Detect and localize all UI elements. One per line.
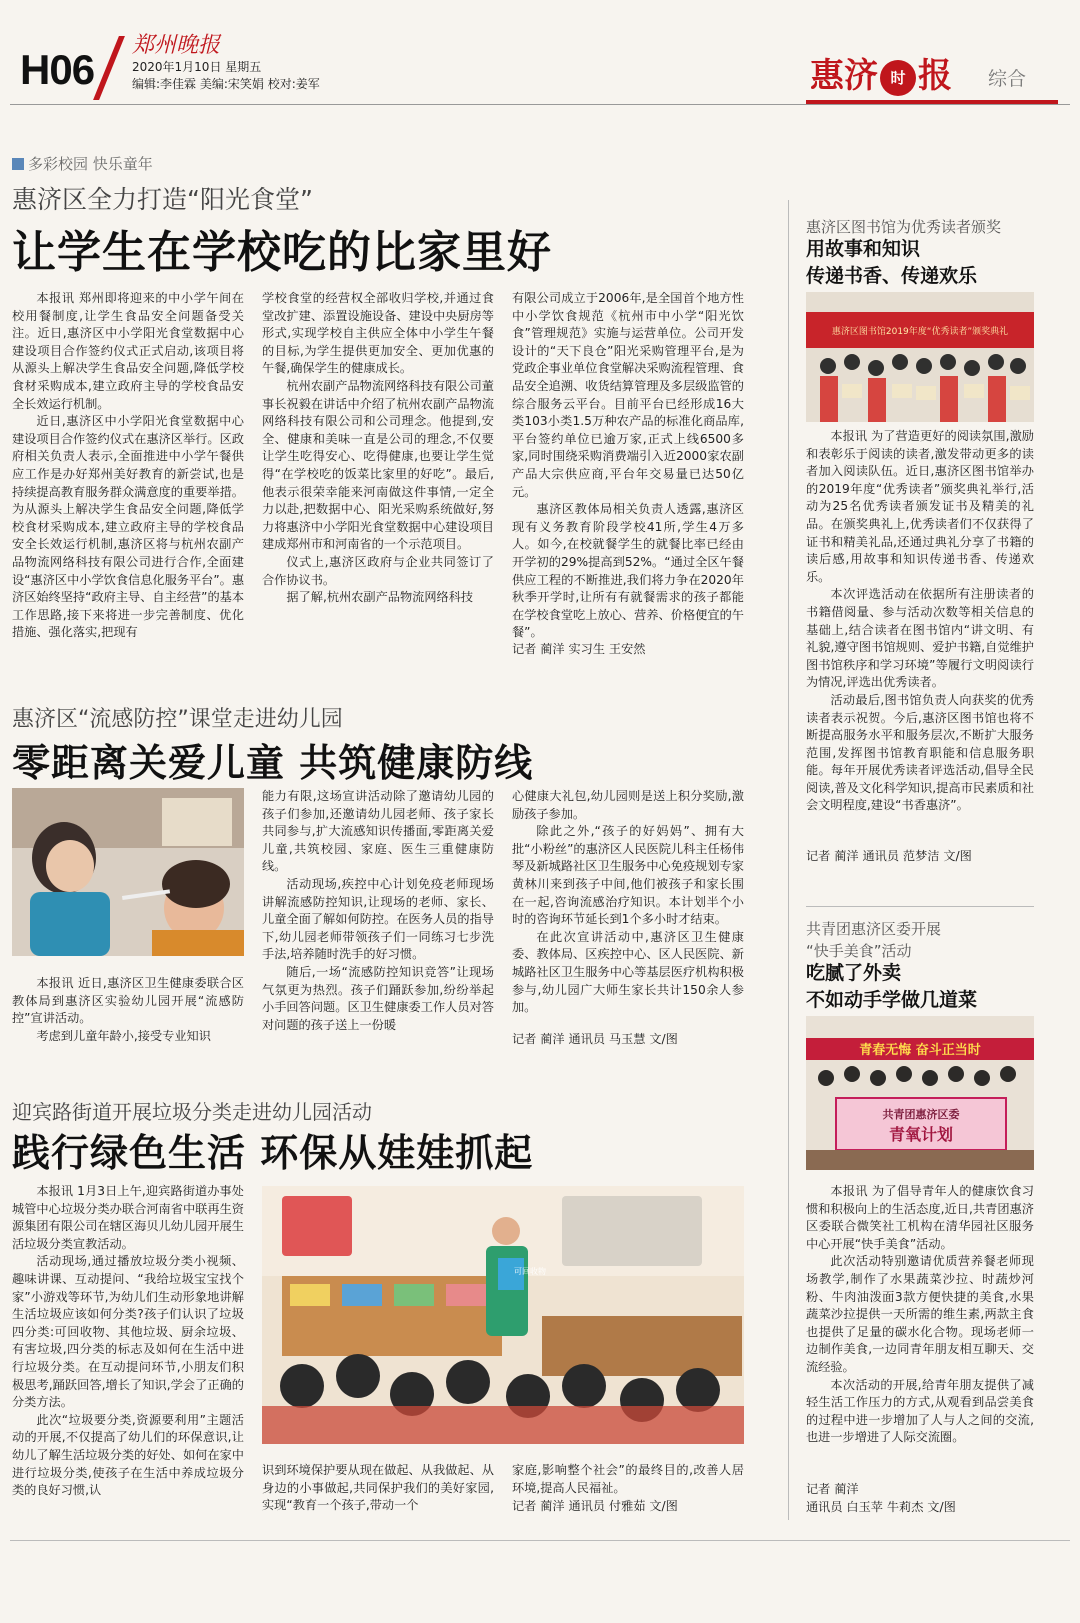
article3-para: 本报讯 1月3日上午,迎宾路街道办事处城管中心垃圾分类办联合河南省中联再生资源集团有限公司在辖区海贝儿幼儿园开展生活垃圾分类宣教活动。 [12, 1184, 244, 1251]
article2-para: 随后,一场“流感防控知识竞答”让现场气氛更为热烈。孩子们踊跃参加,纷纷举起小手回答问题。区卫生健康委工作人员对答对问题的孩子送上一份暖 [262, 964, 494, 1032]
side2-para: 本报讯 为了倡导青年人的健康饮食习惯和积极向上的生活态度,近日,共青团惠济区委联合微笑社工机构在清华园社区服务中心开展“快手美食”活动。 [806, 1184, 1034, 1251]
side1-kicker: 惠济区图书馆为优秀读者颁奖 [806, 218, 1002, 236]
article3-kicker: 迎宾路街道开展垃圾分类走进幼儿园活动 [12, 1100, 372, 1124]
side1-title-line: 用故事和知识 [806, 238, 921, 260]
header-slash [93, 36, 125, 100]
article1-kicker: 惠济区全力打造“阳光食堂” [12, 185, 313, 214]
article2-para: 除此之外,“孩子的好妈妈”、拥有大批“小粉丝”的惠济区人民医院儿科主任杨伟琴及新城路社区卫生服务中心免疫规划专家黄林川来到孩子中间,他们被孩子和家长围在一起,咨询流感治疗知识。本计划半个小时的咨询环节延长到1个多小时才结束。 [512, 824, 744, 927]
article2-para: 活动现场,疾控中心计划免疫老师现场讲解流感防控知识,让现场的老师、家长、儿童全面了解如何防控。在医务人员的指导下,幼儿园老师带领孩子们一同练习七步洗手法,培养随时洗手的好习惯。 [262, 876, 494, 962]
article1-col1 [12, 290, 244, 660]
side1-body [806, 428, 1034, 844]
brand-left: 惠济 [810, 56, 878, 96]
article3-para: 活动现场,通过播放垃圾分类小视频、趣味讲课、互动提问、“我给垃圾宝宝找个家”小游戏等环节,为幼儿们生动形象地讲解生活垃圾应该如何分类?孩子们认识了垃圾四分类:可回收物、其他垃圾、厨余垃圾、有害垃圾,四分类的标志及如何在生活中进行垃圾分类。在互动提问环节,小朋友们积极思考,踊跃回答,增长了知识,学会了正确的分类方法。 [12, 1254, 244, 1410]
side1-para: 活动最后,图书馆负责人向获奖的优秀读者表示祝贺。今后,惠济区图书馆也将不断提高服务水平和服务层次,不断扩大服务范围,发挥图书馆教育职能和信息服务职能。每年开展优秀读者评选活动,倡导全民阅读,普及文化科学知识,提高市民素质和社会文明程度,建设“书香惠济”。 [806, 692, 1034, 813]
classroom-photo [262, 1186, 744, 1444]
article3-para: 识到环境保护要从现在做起、从我做起、从身边的小事做起,共同保护我们的美好家园,实现“教育一个孩子,带动一个 [262, 1463, 494, 1513]
article2-para: 考虑到儿童年龄小,接受专业知识 [36, 1028, 211, 1043]
side2-title-line: 不如动手学做几道菜 [806, 989, 978, 1011]
article2-byline: 记者 蔺洋 通讯员 马玉慧 文/图 [512, 1032, 678, 1046]
side2-title-line: 吃腻了外卖 [806, 962, 902, 984]
header-rule [10, 104, 1070, 105]
article3-para: 此次“垃圾要分类,资源要利用”主题活动的开展,不仅提高了幼儿们的环保意识,让幼儿了解生活垃圾分类的好处、如何在家中进行垃圾分类,使孩子在生活中养成垃圾分类的良好习惯,认 [12, 1412, 244, 1498]
side1-para: 本次评选活动在依据所有注册读者的书籍借阅量、参与活动次数等相关信息的基础上,结合读者在图书馆内“讲文明、有礼貌,遵守图书馆规则、爱护书籍,自觉维护图书馆秩序和学习环境”等履行文明阅读行为情况,评选出优秀读者。 [806, 587, 1034, 690]
article1-col3 [512, 290, 744, 638]
footer-rule [10, 1540, 1070, 1541]
article2-col1 [12, 975, 244, 1047]
side2-byline-line: 记者 蔺洋 [806, 1482, 859, 1496]
column-tag-label: 多彩校园 快乐童年 [28, 155, 153, 173]
article3-col2 [262, 1462, 494, 1518]
article2-para: 本报讯 近日,惠济区卫生健康委联合区教体局到惠济区实验幼儿园开展“流感防控”宣讲活动。 [12, 976, 244, 1026]
column-rule [788, 200, 789, 1520]
side2-para: 本次活动的开展,给青年朋友提供了减轻生活工作压力的方式,从观看到品尝美食的过程中进一步增加了人与人之间的交流,也进一步增进了人际交流圈。 [806, 1377, 1034, 1445]
award-banner-text: 惠济区图书馆2019年度“优秀读者”颁奖典礼 [831, 327, 1009, 337]
award-photo [806, 292, 1034, 422]
photo-banner-line1: 共青团惠济区委 [882, 1108, 960, 1121]
brand-right: 报 [918, 56, 952, 96]
side1-title-line: 传递书香、传递欢乐 [806, 265, 978, 287]
article2-para: 在此次宣讲活动中,惠济区卫生健康委、教体局、区疾控中心、区人民医院、新城路社区卫生服务中心等基层医疗机构积极参与,幼儿园广大师生家长共计150余人参加。 [512, 929, 744, 1015]
article1-para: 学校食堂的经营权全部收归学校,并通过食堂改扩建、添置设施设备、建设中央厨房等形式,实现学校自主供应全体中小学生午餐的目标,为学生提供更加安全、更加优惠的午餐,确保学生的健康成长。 [262, 291, 494, 376]
flu-check-photo [12, 788, 244, 956]
photo-banner-top: 青春无悔 奋斗正当时 [859, 1043, 981, 1058]
article2-para: 心健康大礼包,幼儿园则是送上积分奖励,激励孩子参加。 [512, 789, 744, 821]
side2-photo [806, 1016, 1034, 1170]
article1-para: 本报讯 郑州即将迎来的中小学午间在校用餐制度,让学生食品安全问题备受关注。近日,惠济区中小学阳光食堂数据中心建设项目合作签约仪式正式启动,该项目将从源头上解决学生食品安全问题,降低学校食材采购成本,建立政府主导的学校食品安全长效运行机制。 [12, 291, 244, 411]
photo-banner-line2: 青氧计划 [888, 1125, 954, 1144]
article3-byline: 记者 蔺洋 通讯员 付雅茹 文/图 [512, 1499, 678, 1513]
article2-col2 [262, 788, 494, 1048]
side2-title [806, 960, 977, 1014]
cooking-event-photo [806, 1016, 1034, 1170]
side2-body [806, 1183, 1034, 1479]
article3-headline: 践行绿色生活 环保从娃娃抓起 [12, 1131, 534, 1175]
side2-kicker-line: 共青团惠济区委开展 [806, 920, 942, 938]
article3-photo [262, 1186, 744, 1444]
brand-circle: 时 [880, 60, 916, 96]
article1-para: 据了解,杭州农副产品物流网络科技 [286, 590, 474, 605]
side1-para: 本报讯 为了营造更好的阅读氛围,激励和表彰乐于阅读的读者,激发带动更多的读者加入阅读队伍。近日,惠济区图书馆举办的2019年度“优秀读者”颁奖典礼举行,活动为25名优秀读者颁发证书及精美的礼品。在颁奖典礼上,优秀读者们不仅获得了证书和精美礼品,还通过典礼分享了书籍的读后感,用故事和知识传递书香、传递欢乐。 [806, 429, 1034, 584]
article1-para: 仪式上,惠济区政府与企业共同签订了合作协议书。 [262, 554, 494, 587]
side2-para: 此次活动特别邀请优质营养餐老师现场教学,制作了水果蔬菜沙拉、时蔬炒河粉、牛肉油泼面3款方便快捷的美食,水果蔬菜沙拉提供一天所需的维生素,两款主食也提供了足量的碳水化合物。现场老师一边制作美食,一边同青年朋友相互聊天、交流经验。 [806, 1254, 1034, 1374]
article2-col3 [512, 788, 744, 1030]
side1-photo [806, 292, 1034, 422]
article1-col2 [262, 290, 494, 660]
recycle-sign-label: 可回收物 [514, 1267, 546, 1276]
article1-byline: 记者 蔺洋 实习生 王安然 [512, 642, 646, 656]
tag-square-icon [12, 158, 24, 170]
article3-para: 家庭,影响整个社会”的最终目的,改善人居环境,提高人民福祉。 [512, 1463, 744, 1495]
article2-para: 能力有限,这场宣讲活动除了邀请幼儿园的孩子们参加,还邀请幼儿园老师、孩子家长共同参与,扩大流感知识传播面,零距离关爱儿童,共筑校园、家庭、医生三重健康防线。 [262, 789, 494, 874]
side2-kicker [806, 918, 941, 962]
sidebar-divider [806, 906, 1034, 907]
column-tag [12, 153, 153, 174]
side2-byline [806, 1480, 956, 1516]
page-number: H06 [20, 46, 95, 93]
article2-photo [12, 788, 244, 956]
side2-kicker-line: “快手美食”活动 [806, 942, 912, 960]
article2-headline: 零距离关爱儿童 共筑健康防线 [12, 741, 534, 785]
section-name: 综合 [988, 68, 1027, 90]
article1-headline: 让学生在学校吃的比家里好 [12, 227, 552, 278]
section-brand [810, 48, 952, 97]
article2-kicker: 惠济区“流感防控”课堂走进幼儿园 [12, 707, 343, 732]
editor-credits: 编辑:李佳霖 美编:宋笑娟 校对:姜军 [132, 77, 320, 91]
article3-col3 [512, 1462, 744, 1498]
masthead-logo: 郑州晚报 [132, 33, 221, 58]
side1-byline: 记者 蔺洋 通讯员 范梦洁 文/图 [806, 849, 972, 863]
side1-title [806, 236, 977, 290]
article1-para: 惠济区教体局相关负责人透露,惠济区现有义务教育阶段学校41所,学生4万多人。如今,在校就餐学生的就餐比率已经由开学初的29%提高到52%。“通过全区午餐供应工程的不断推进,我们将力争在2020年秋季开学时,让所有有就餐需求的孩子都能在学校食堂吃上放心、营养、价格便宜的午餐”。 [512, 502, 744, 638]
article1-para: 近日,惠济区中小学阳光食堂数据中心建设项目合作签约仪式在惠济区举行。区政府相关负责人表示,全面推进中小学午餐供应工作是办好郑州美好教育的新尝试,也是持续提高教育服务群众满意度的重要举措。为从源头上解决学生食品安全问题,降低学校食材采购成本,建立政府主导的学校食品安全长效运行机制,惠济区将与杭州农副产品物流网络科技有限公司进行合作,全面建设“惠济区中小学饮食信息化服务平台”。惠济区始终坚持“政府主导、自主经营”的基本工作思路,接下来将进一步完善制度、优化措施、强化落实,把现有 [12, 414, 244, 640]
article3-col1 [12, 1183, 244, 1518]
article1-para: 杭州农副产品物流网络科技有限公司董事长祝毅在讲话中介绍了杭州农副产品物流网络科技有限公司和公司理念。他提到,安全、健康和美味一直是公司的理念,不仅要让学生吃得安心、吃得健康,也要让学生觉得“在学校吃的饭菜比家里的好吃”。最后,他表示很荣幸能来河南做这件事情,一定全力以赴,把数据中心、阳光采购系统做好,努力将惠济中小学阳光食堂数据中心建设项目建成郑州市和河南省的一个示范项目。 [262, 378, 494, 552]
issue-date: 2020年1月10日 星期五 [132, 60, 262, 74]
side2-byline-line: 通讯员 白玉苹 牛莉杰 文/图 [806, 1500, 956, 1514]
article1-para: 有限公司成立于2006年,是全国首个地方性中小学饮食规范《杭州市中小学“阳光饮食”管理规范》实施与运营单位。公司开发设计的“天下良仓”阳光采购管理平台,是为党政企事业单位食堂解决采购流程管理、食品安全追溯、收货结算管理及多层级监管的综合服务云平台。目前平台已经形成16大类103小类1.5万种农产品的标准化商品库,平台签约单位已逾万家,正式上线6500多家,同时围绕采购消费端引入近2000家农副产品大宗供应商,平台年交易量已达50亿元。 [512, 291, 744, 499]
